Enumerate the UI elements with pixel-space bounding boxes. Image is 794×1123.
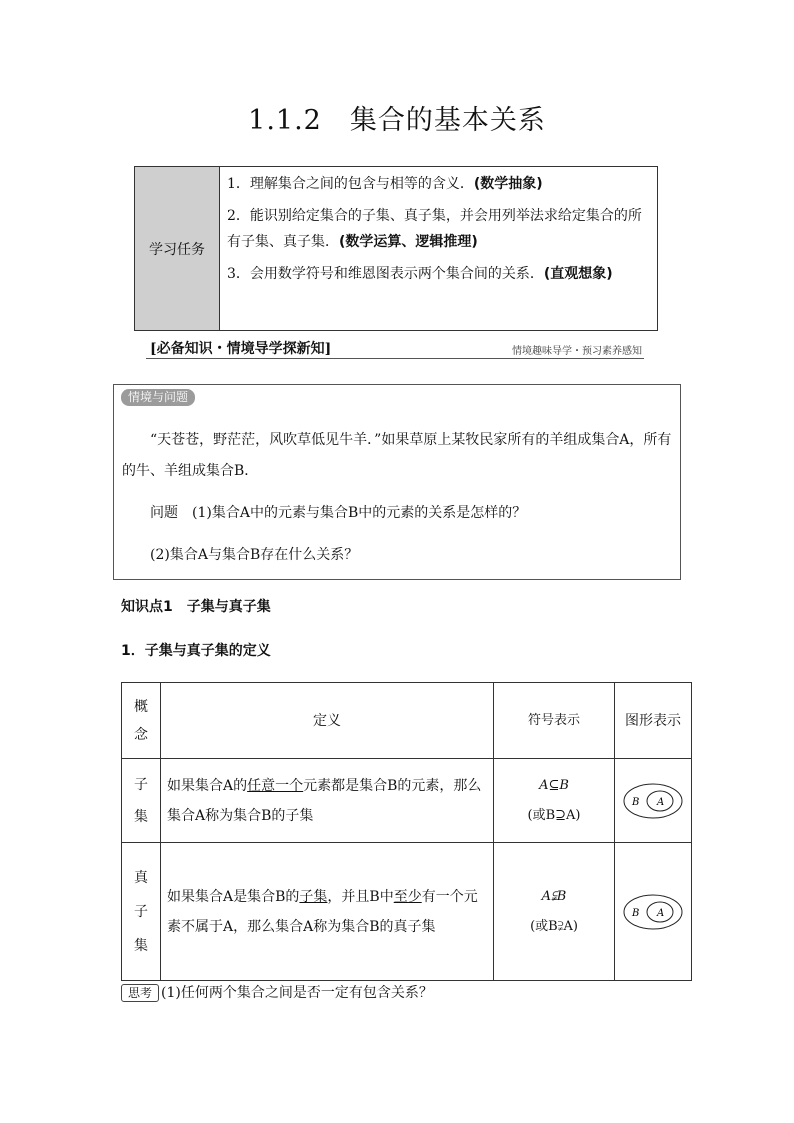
learning-tasks-head: 学习任务 [135, 167, 220, 330]
learning-tasks-box [134, 166, 658, 331]
header-figure: 图形表示 [615, 683, 692, 759]
task-item: 3．会用数学符号和维恩图表示两个集合间的关系．(直观想象) [227, 266, 613, 282]
definition-cell: 如果集合A是集合B的子集，并且B中至少有一个元素不属于A，那么集合A称为集合B的真子集 [161, 843, 494, 981]
header-concept: 概念 [122, 683, 161, 759]
table-row [122, 843, 692, 981]
definition-table [121, 682, 692, 981]
concept-cell: 真子集 [122, 843, 161, 981]
learning-tasks-list [220, 167, 657, 330]
think-text: (1)任何两个集合之间是否一定有包含关系？ [161, 985, 433, 1001]
scenario-text [122, 425, 672, 582]
task-item: 2．能识别给定集合的子集、真子集，并会用列举法求给定集合的所有子集、真子集．(数学运算、逻辑推理) [227, 208, 642, 250]
venn-cell [615, 843, 692, 981]
venn-proper-subset-icon [622, 892, 684, 932]
scenario-paragraph: “天苍苍，野茫茫，风吹草低见牛羊．”如果草原上某牧民家所有的羊组成集合A，所有的牛、羊组成集合B． [122, 432, 672, 479]
header-symbol: 符号表示 [494, 683, 615, 759]
definition-cell: 如果集合A的任意一个元素都是集合B的元素，那么集合A称为集合B的子集 [161, 759, 494, 843]
venn-subset-icon [622, 781, 684, 821]
concept-cell: 子集 [122, 759, 161, 843]
scenario-box [113, 384, 681, 580]
section-subtitle: 情境趣味导学・预习素养感知 [512, 346, 642, 357]
venn-cell [615, 759, 692, 843]
page-title: 1.1.2 集合的基本关系 [248, 105, 546, 136]
section-title: [必备知识・情境导学探新知] [150, 341, 332, 357]
header-definition: 定义 [161, 683, 494, 759]
venn-label-inner: A [657, 796, 665, 808]
symbol-cell: A⊆B (或B⊇A) [494, 759, 615, 843]
symbol-cell: A⫋B (或B⫌A) [494, 843, 615, 981]
think-tag: 思考 [121, 984, 159, 1002]
table-header-row [122, 683, 692, 759]
venn-label-outer: B [632, 796, 640, 808]
table-row [122, 759, 692, 843]
scenario-tag: 情境与问题 [121, 389, 195, 406]
scenario-question-1: 问题 (1)集合A中的元素与集合B中的元素的关系是怎样的？ [150, 505, 527, 521]
task-item: 1．理解集合之间的包含与相等的含义．(数学抽象) [227, 176, 543, 192]
venn-label-inner: A [657, 907, 665, 919]
definition-heading: 1．子集与真子集的定义 [121, 643, 271, 659]
venn-label-outer: B [632, 907, 640, 919]
section-header [146, 338, 644, 359]
knowledge-point-heading: 知识点1 子集与真子集 [121, 599, 271, 615]
think-question [121, 982, 433, 1002]
scenario-question-2: (2)集合A与集合B存在什么关系？ [150, 547, 359, 563]
